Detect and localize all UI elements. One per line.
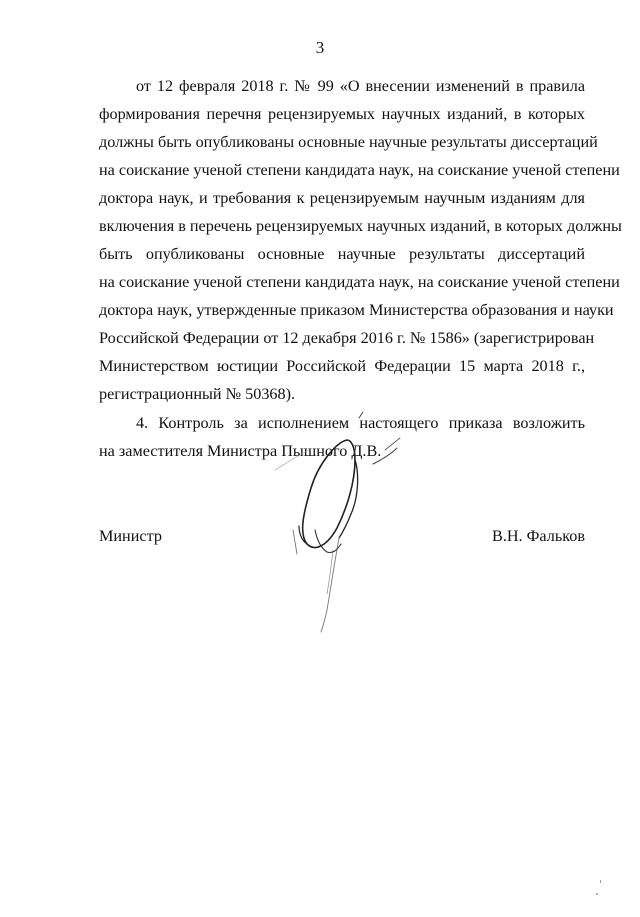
scan-speck — [600, 880, 601, 883]
paragraph-line: включения в перечень рецензируемых научных изданий, в которых должны — [99, 217, 622, 235]
paragraph-line: регистрационный № 50368). — [99, 385, 296, 403]
signatory-title: Министр — [99, 527, 162, 545]
paragraph-line: быть опубликованы основные научные результаты диссертаций — [99, 245, 585, 263]
page-number: 3 — [315, 38, 325, 57]
paragraph-line: 4. Контроль за исполнением настоящего приказа возложить — [136, 414, 585, 432]
paragraph-line: на соискание ученой степени кандидата наук, на соискание ученой степени — [99, 161, 620, 179]
signature-block — [99, 526, 585, 546]
paragraph-line: от 12 февраля 2018 г. № 99 «О внесении изменений в правила — [136, 77, 585, 95]
scan-speck — [596, 893, 598, 895]
paragraph-line: Министерством юстиции Российской Федерации 15 марта 2018 г., — [99, 357, 585, 375]
paragraph-line: на соискание ученой степени кандидата наук, на соискание ученой степени — [99, 273, 620, 291]
paragraph-line: доктора наук, и требования к рецензируемым научным изданиям для — [99, 189, 585, 207]
paragraph-line: Российской Федерации от 12 декабря 2016 г. № 1586» (зарегистрирован — [99, 329, 595, 347]
paragraph-line: доктора наук, утвержденные приказом Министерства образования и науки — [99, 301, 614, 319]
paragraph-line: на заместителя Министра Пышного Д.В. — [99, 442, 382, 460]
handwritten-signature — [255, 410, 425, 640]
signatory-name: В.Н. Фальков — [492, 527, 585, 545]
paragraph-line: должны быть опубликованы основные научные результаты диссертаций — [99, 133, 598, 151]
paragraph-line: формирования перечня рецензируемых научных изданий, в которых — [99, 105, 585, 123]
